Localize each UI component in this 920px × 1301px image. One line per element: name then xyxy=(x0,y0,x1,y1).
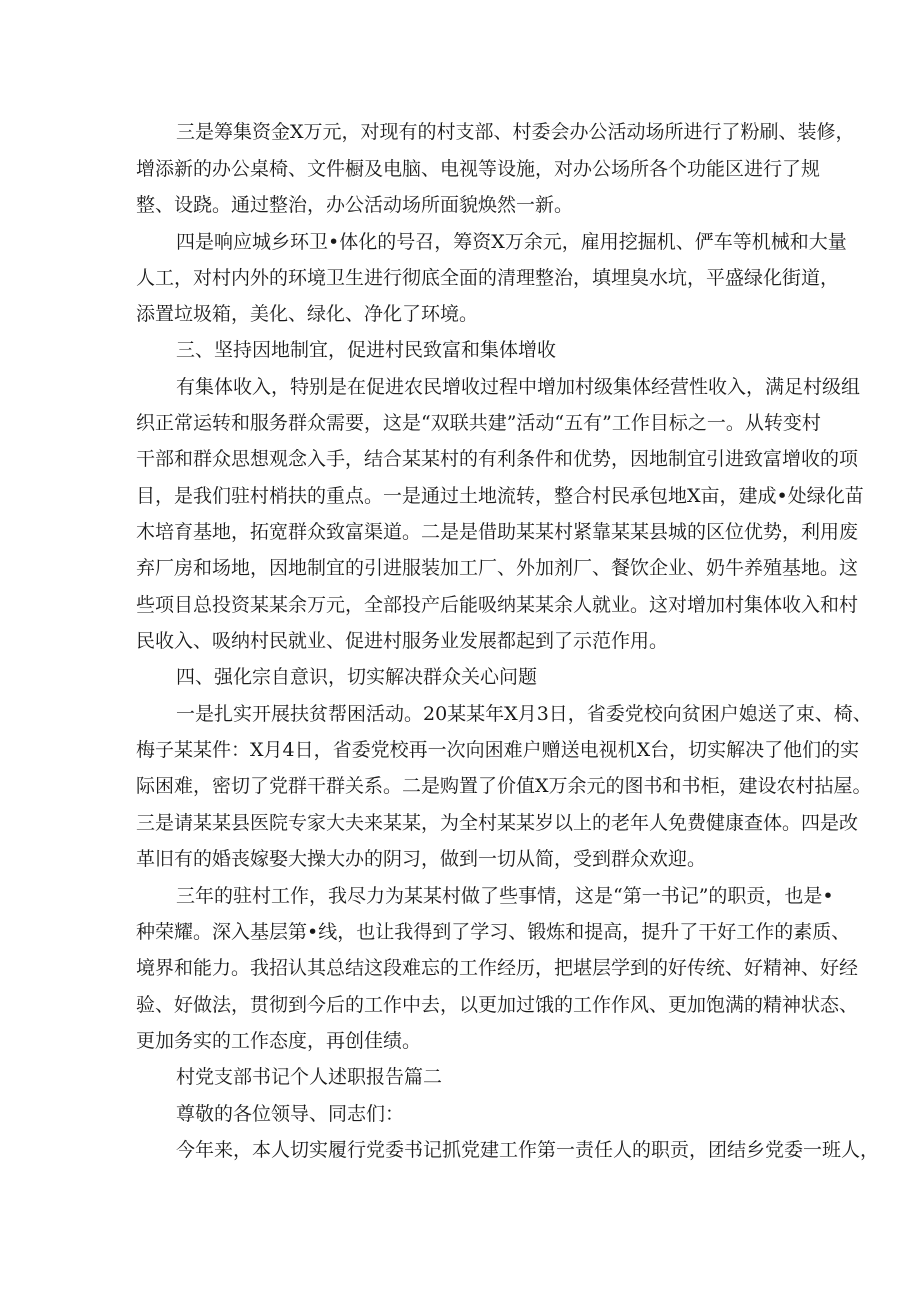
section-heading: 三、坚持因地制宜，促进村民致富和集体增收 xyxy=(176,339,557,361)
paragraph-line: 三是请某某县医院专家大夫来某某，为全村某某岁以上的老年人免费健康查体。四是改 xyxy=(136,812,859,834)
paragraph-line: 验、好做法，贯彻到今后的工作中去，以更加过饿的工作作风、更加饱满的精神状态、 xyxy=(136,994,859,1016)
paragraph-line: 些项目总投资某某余万元，全部投产后能吸纳某某余人就业。这对增加村集体收入和村 xyxy=(136,594,859,616)
paragraph-line: 干部和群众思想观念入手，结合某某村的有利条件和优势，因地制宜引进致富增收的项 xyxy=(136,448,859,470)
paragraph-line: 增添新的办公桌椅、文件橱及电脑、电视等设施，对办公场所各个功能区进行了规 xyxy=(136,158,821,180)
paragraph-line: 弃厂房和场地，因地制宜的引进服装加工厂、外加剂厂、餐饮企业、奶牛养殖基地。这 xyxy=(136,557,859,579)
paragraph-line: 更加务实的工作态度，再创佳绩。 xyxy=(136,1030,422,1052)
paragraph-line: 有集体收入，特别是在促进农民增收过程中增加村级集体经营性收入，满足村级组 xyxy=(176,376,861,398)
paragraph-line: 三年的驻村工作，我尽力为某某村做了些事情，这是“第一书记”的职贡，也是• xyxy=(176,885,834,907)
paragraph-line: 三是筹集资金X万元，对现有的村支部、村委会办公活动场所进行了粉刷、装修， xyxy=(176,121,855,143)
paragraph-line: 四是响应城乡环卫•体化的号召，筹资X万余元，雇用挖掘机、俨车等机械和大量 xyxy=(176,231,847,253)
section-heading: 四、强化宗自意识，切实解决群众关心问题 xyxy=(176,666,538,688)
paragraph-line: 木培育基地，拓宽群众致富渠道。二是是借助某某村紧靠某某县城的区位优势，利用废 xyxy=(136,521,859,543)
paragraph-line: 种荣耀。深入基层第•线，也让我得到了学习、锻炼和提高，提升了干好工作的素质、 xyxy=(136,921,851,943)
paragraph-line: 今年来，本人切实履行党委书记抓党建工作第一责任人的职贡，团结乡党委一班人， xyxy=(176,1139,880,1161)
paragraph-line: 目，是我们驻村梢扶的重点。一是通过土地流转，整合村民承包地X亩，建成•处绿化苗 xyxy=(136,485,864,507)
paragraph-line: 织正常运转和服务群众需要，这是“双联共建”活动“五有”工作目标之一。从转变村 xyxy=(136,412,821,434)
paragraph-line: 人工，对村内外的环境卫生进行彻底全面的清理整治，填埋臭水坑，平盛绿化街道， xyxy=(136,267,840,289)
paragraph-line: 境界和能力。我招认其总结这段难忘的工作经历，把堪层学到的好传统、好精神、好经 xyxy=(136,957,859,979)
paragraph-line: 整、设跷。通过整治，办公活动场所面貌焕然一新。 xyxy=(136,194,574,216)
paragraph-line: 际困难，密切了党群干群关系。二是购置了价值X万余元的图书和书柜，建设农村拈屋。 xyxy=(136,775,872,797)
report-title: 村党支部书记个人述职报告篇二 xyxy=(176,1066,443,1088)
paragraph-line: 一是扎实开展扶贫帮困活动。20某某年X月3日，省委党校向贫困户媳送了束、椅、 xyxy=(176,703,872,725)
paragraph-line: 民收入、吸纳村民就业、促进村服务业发展都起到了示范作用。 xyxy=(136,630,669,652)
salutation: 尊敬的各位领导、同志们： xyxy=(176,1103,405,1125)
paragraph-line: 革旧有的婚丧嫁娶大操大办的阴习，做到一切从简，受到群众欢迎。 xyxy=(136,848,707,870)
paragraph-line: 梅子某某件：X月4日，省委党校再一次向困难户赠送电视机X台，切实解决了他们的实 xyxy=(136,739,860,761)
paragraph-line: 添置垃圾箱，美化、绿化、净化了环境。 xyxy=(136,303,479,325)
